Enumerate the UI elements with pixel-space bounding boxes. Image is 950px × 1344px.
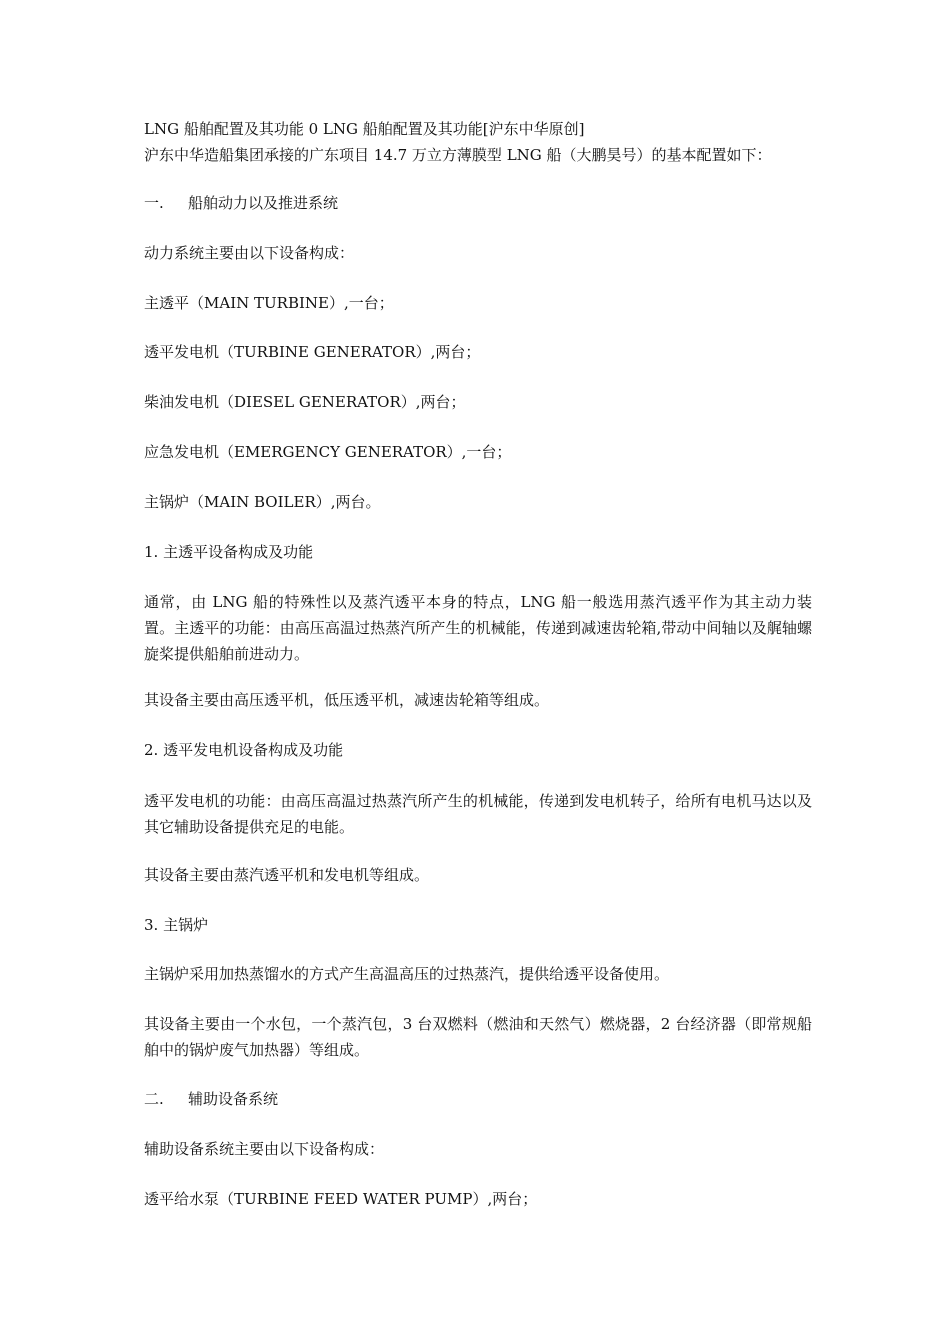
paragraph: 透平发电机的功能：由高压高温过热蒸汽所产生的机械能，传递到发电机转子，给所有电机马达以及其它辅助设备提供充足的电能。 [144, 792, 812, 836]
paragraph: 其设备主要由蒸汽透平机和发电机等组成。 [144, 866, 430, 884]
aux-intro: 辅助设备系统主要由以下设备构成： [144, 1140, 385, 1158]
power-intro: 动力系统主要由以下设备构成： [144, 244, 355, 262]
section-heading-2 [144, 1086, 814, 1112]
paragraph: 主锅炉采用加热蒸馏水的方式产生高温高压的过热蒸汽，提供给透平设备使用。 [144, 965, 670, 983]
subsection-heading: 2. 透平发电机设备构成及功能 [144, 741, 344, 759]
list-item: 应急发电机（EMERGENCY GENERATOR）,一台； [144, 443, 512, 461]
section-heading-1 [144, 190, 814, 216]
list-item: 透平发电机（TURBINE GENERATOR）,两台； [144, 343, 481, 361]
list-item: 透平给水泵（TURBINE FEED WATER PUMP）,两台； [144, 1190, 538, 1208]
subsection-heading: 3. 主锅炉 [144, 916, 209, 934]
list-item: 主锅炉（MAIN BOILER）,两台。 [144, 493, 381, 511]
paragraph: 其设备主要由一个水包，一个蒸汽包，3 台双燃料（燃油和天然气）燃烧器，2 台经济器（即常规船舶中的锅炉废气加热器）等组成。 [144, 1015, 812, 1059]
list-item: 柴油发电机（DIESEL GENERATOR）,两台； [144, 393, 466, 411]
intro-line: 沪东中华造船集团承接的广东项目 14.7 万立方薄膜型 LNG 船（大鹏昊号）的基本配置如下： [144, 146, 772, 164]
section-title: 船舶动力以及推进系统 [188, 194, 339, 212]
section-number: 二. [144, 1090, 164, 1108]
title-line: LNG 船舶配置及其功能 0 LNG 船舶配置及其功能[沪东中华原创] [144, 120, 585, 138]
paragraph: 通常，由 LNG 船的特殊性以及蒸汽透平本身的特点，LNG 船一般选用蒸汽透平作为其主动力装置。主透平的功能：由高压高温过热蒸汽所产生的机械能，传递到减速齿轮箱,带动中间轴以及艉轴螺旋桨提供船舶前进动力。 [144, 593, 812, 663]
paragraph: 其设备主要由高压透平机，低压透平机，减速齿轮箱等组成。 [144, 691, 550, 709]
section-number: 一. [144, 194, 164, 212]
section-title: 辅助设备系统 [188, 1090, 279, 1108]
subsection-heading: 1. 主透平设备构成及功能 [144, 543, 314, 561]
list-item: 主透平（MAIN TURBINE）,一台； [144, 294, 394, 312]
